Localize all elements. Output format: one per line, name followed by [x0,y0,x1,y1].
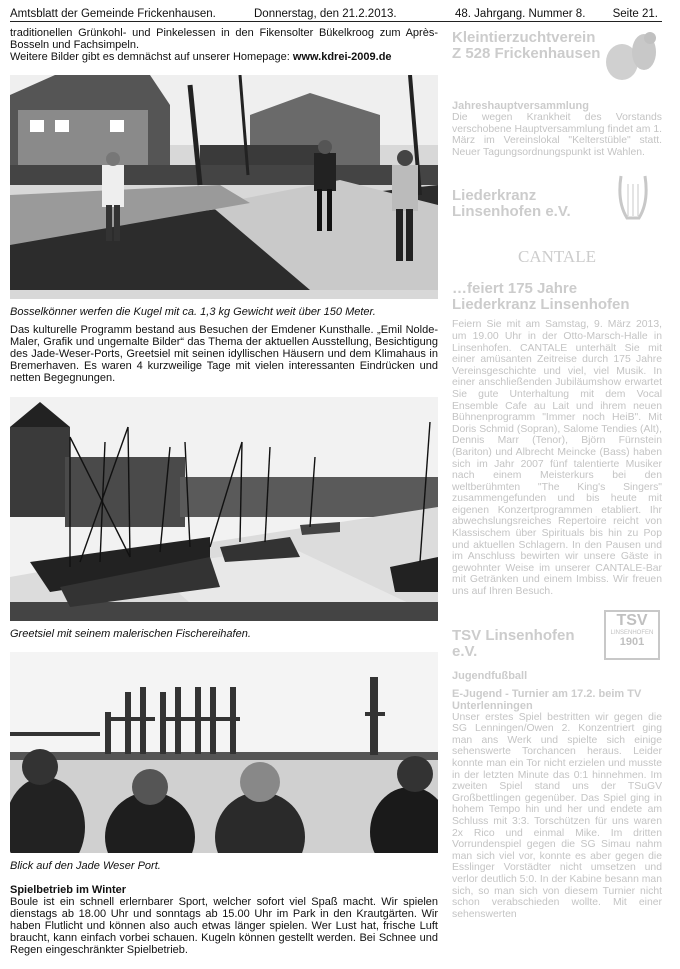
tsv-subtitle-2: E-Jugend - Turnier am 17.2. beim TV Unterlenningen [452,687,642,712]
kleintier-header [452,30,662,90]
section-title: Spielbetrieb im Winter [10,884,127,896]
tsv-title: TSV Linsenhofen e.V. [452,626,575,660]
caption-port: Blick auf den Jade Weser Port. [10,860,161,872]
caption-bossel: Bosselkönner werfen die Kugel mit ca. 1,3 kg Gewicht weit über 150 Meter. [10,306,376,318]
section-text: Boule ist ein schnell erlernbarer Sport, welcher sofort viel Spaß macht. Wir spielen dienstags ab 18.00 Uhr und sonntags ab 15.00 Uhr im Park in den Krautgärten. Wir haben Flutlicht und können also auch etwas länger spielen. Wer Lust hat, frische Luft braucht, kann einfach vorbei schauen. Kugeln können gestellt werden. Bei Schnee und Regen eingeschränkter Spielbetrieb. [10,896,438,956]
tsv-logo [604,610,660,660]
lyre-icon [615,172,651,224]
caption-harbour: Greetsiel mit seinem malerischen Fischereihafen. [10,628,251,640]
port-photo [10,652,438,853]
tsv-subtitle: Jugendfußball [452,669,528,682]
lieder-title: Liederkranz Linsenhofen e.V. [452,187,571,221]
intro-line: traditionellen Grünkohl- und Pinkelessen in den Fikensolter Bükelkroog zum Après-Bosseln und Fachsimpeln. [10,27,438,51]
jubilee-text: Feiern Sie mit am Samstag, 9. März 2013, um 19.00 Uhr in der Otto-Marsch-Halle in Linsenhofen. CANTALE unterhält Sie mit einer amüsanten Zeitreise durch 175 Jahre Vereinsgeschichte und viel, viel Musik. In einer anschließenden Jubiläumshow erwartet Sie gute Unterhaltung mit dem Vocal Ensemble Cafe au Lait und ihrem neuen Bühnenprogramm "Immer noch HeiB". Mit Doris Schmid (Sopran), Salome Tendies (Alt), Dennis Marr (Tenor), Björn Fürnstein (Bariton) und Albrecht Meincke (Bass) haben sich im Jahr 2007 fünf talentierte Musiker nach einem Meisterkurs bei den weltberühmten "The King's Singers" zusammengefunden und bis heute mit eigenen Konzertprogrammen etabliert. Ihr abwechslungsreiches Repertoire reicht von Klassischem über Spirituals bis hin zu Pop und aktuellen Schlagern. In den Pausen und im Anschluss bewirten wir unsere Gäste in gewohnter Weise im unserer CANTALE-Bar mit Getränken und einem Imbiss. Wir freuen uns auf Ihren Besuch. [452,319,662,598]
intro-text [10,27,438,63]
bossel-photo [10,75,438,299]
sidebar-column [452,30,662,920]
lieder-header [452,172,662,227]
article-column [10,27,438,956]
issue-number: 48. Jahrgang. Nummer 8. [455,8,586,20]
cantale-logo: CANTALE [518,247,596,267]
publication-name: Amtsblatt der Gemeinde Frickenhausen. [10,8,216,20]
kleintier-text: Die wegen Krankheit des Vorstands verschobene Hauptversammlung findet am 1. März im Vereinslokal "Kelterstüble" statt. Neuer Tagungsordnungspunkt ist Wahlen. [452,112,662,158]
intro-more: Weitere Bilder gibt es demnächst auf unserer Homepage: [10,51,293,63]
issue-date: Donnerstag, den 21.2.2013. [254,8,397,20]
tsv-header [452,612,662,662]
culture-paragraph: Das kulturelle Programm bestand aus Besuchen der Emdener Kunsthalle. „Emil Nolde-Maler, Grafik und ungemalte Bilder“ das Thema der aktuellen Ausstellung, Besichtigung des Jade-Weser-Ports, Greetsiel mit seinen idyllischen Häusern und dem Klimahaus in Bremerhaven. Es waren 4 kurzweilige Tage mit vielen interessanten Eindrücken und netten Begegnungen. [10,324,438,384]
tsv-text: Unser erstes Spiel bestritten wir gegen die SG Lenningen/Owen 2. Konzentriert ging man ans Werk und spielte sich einige sehenswerte Torchancen heraus. Leider konnte man ein Tor nicht erzielen und musste in der letzten Minute das 0:1 hinnehmen. Im zweiten Spiel stand uns der TSuGV Großbettlingen gegenüber. Das Spiel ging in hohem Tempo hin und her und endete am Schluss mit 3:3. Torschützen für uns waren 2x Rico und einmal Mike. Im dritten Vorrundenspiel gegen die SG Simau nahm man sich viel vor, konnte es aber gegen die Esslinger Vorstädter nicht umsetzen und verlor deutlich 5:0. In der Kabine besann man sich, so man sich von diesem Turnier nicht schon verabschieden wollte. Mit einer sehenswerten [452,711,662,920]
tsv-logo-mid: LINSENHOFEN [610,629,654,636]
page-header [10,6,662,22]
page-number: Seite 21. [612,8,658,20]
tsv-logo-top: TSV [616,611,648,629]
tsv-logo-year: 1901 [619,635,645,648]
homepage-link[interactable]: www.kdrei-2009.de [292,51,392,63]
poultry-logo [600,30,662,85]
kleintier-subtitle: Jahreshauptversammlung [452,100,589,112]
harbour-photo [10,397,438,621]
jubilee-title: …feiert 175 Jahre Liederkranz Linsenhofen [452,280,630,314]
kleintier-title: Kleintierzuchtverein Z 528 Frickenhausen [452,29,601,62]
